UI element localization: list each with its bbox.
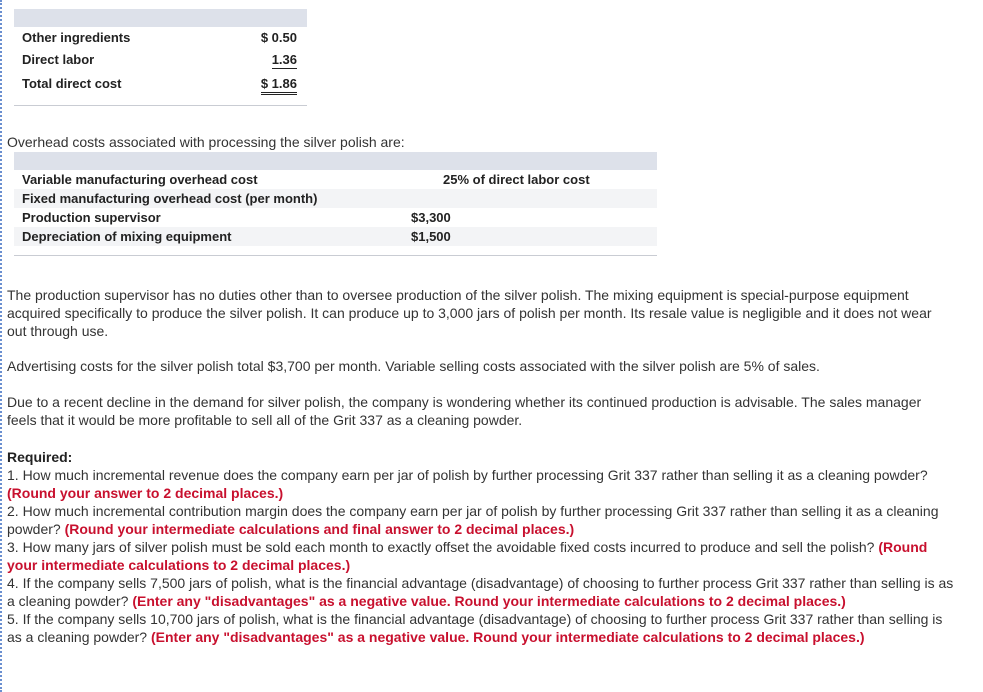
row-label: Variable manufacturing overhead cost	[22, 172, 258, 187]
question-instruction: (Round your intermediate calculations and final answer to 2 decimal places.)	[64, 521, 575, 537]
overhead-intro: Overhead costs associated with processing the silver polish are:	[7, 134, 405, 150]
table-row	[14, 189, 657, 208]
paragraph-supervisor: The production supervisor has no duties other than to oversee production of the silver polish. The mixing equipment is special-purpose equipment acquired specifically to produce the silver polish. It can produce up to 3,000 jars of polish per month. Its resale value is negligible and it does not wear out through use.	[7, 287, 932, 339]
required-section	[7, 448, 957, 646]
question-text: 2. How much incremental contribution margin does the company earn per jar of polish by further processing Grit 337 rather than selling it as a cleaning powder?	[7, 503, 939, 537]
table-row	[14, 170, 657, 189]
question-text: 3. How many jars of silver polish must be sold each month to exactly offset the avoidable fixed costs incurred to produce and sell the polish?	[7, 539, 879, 555]
paragraph-demand: Due to a recent decline in the demand for silver polish, the company is wondering whether its continued production is advisable. The sales manager feels that it would be more profitable to sell all of the Grit 337 as a cleaning powder.	[7, 394, 922, 428]
table-row	[14, 49, 307, 71]
question-instruction: (Round your intermediate calculations to 2 decimal places.)	[7, 539, 928, 573]
left-dotted-border	[0, 0, 2, 692]
table-row	[14, 71, 307, 95]
required-title: Required:	[7, 449, 73, 465]
row-amount: $ 1.86	[261, 76, 297, 95]
row-label: Production supervisor	[22, 210, 161, 225]
row-label: Direct labor	[22, 52, 95, 67]
row-label: Total direct cost	[22, 76, 122, 91]
question-text: 5. If the company sells 10,700 jars of polish, what is the financial advantage (disadvantage) of choosing to further process Grit 337 rather than selling is as a cleaning powder?	[7, 611, 943, 645]
table-header-bar	[14, 152, 657, 170]
table-footer-rule	[14, 95, 307, 106]
table-row	[14, 27, 307, 49]
question-instruction: (Enter any "disadvantages" as a negative value. Round your intermediate calculations to 2 decimal places.)	[132, 593, 846, 609]
row-amount: $ 0.50	[260, 30, 297, 45]
paragraph-advertising: Advertising costs for the silver polish total $3,700 per month. Variable selling costs associated with the silver polish are 5% of sales.	[7, 358, 820, 374]
question-4	[7, 574, 957, 610]
row-label: Fixed manufacturing overhead cost (per month)	[22, 191, 318, 206]
row-amount: 1.36	[271, 52, 297, 67]
question-text: 4. If the company sells 7,500 jars of polish, what is the financial advantage (disadvantage) of choosing to further process Grit 337 rather than selling is as a cleaning powder?	[7, 575, 954, 609]
row-label: Depreciation of mixing equipment	[22, 229, 232, 244]
question-text: 1. How much incremental revenue does the company earn per jar of polish by further processing Grit 337 rather than selling it as a cleaning powder?	[7, 467, 928, 483]
row-value: $3,300	[411, 210, 451, 225]
question-instruction: (Round your answer to 2 decimal places.)	[7, 485, 284, 501]
table-row	[14, 227, 657, 246]
question-2	[7, 502, 957, 538]
row-value: $1,500	[411, 229, 451, 244]
table-footer-rule	[14, 246, 657, 256]
question-instruction: (Enter any "disadvantages" as a negative value. Round your intermediate calculations to 2 decimal places.)	[151, 629, 865, 645]
row-value: 25% of direct labor cost	[443, 172, 590, 187]
table-header-bar	[14, 9, 307, 27]
question-3	[7, 538, 957, 574]
table-row	[14, 208, 657, 227]
question-5	[7, 610, 957, 646]
question-1	[7, 466, 957, 502]
row-label: Other ingredients	[22, 30, 131, 45]
direct-cost-table	[14, 9, 307, 106]
overhead-cost-table	[14, 152, 657, 256]
